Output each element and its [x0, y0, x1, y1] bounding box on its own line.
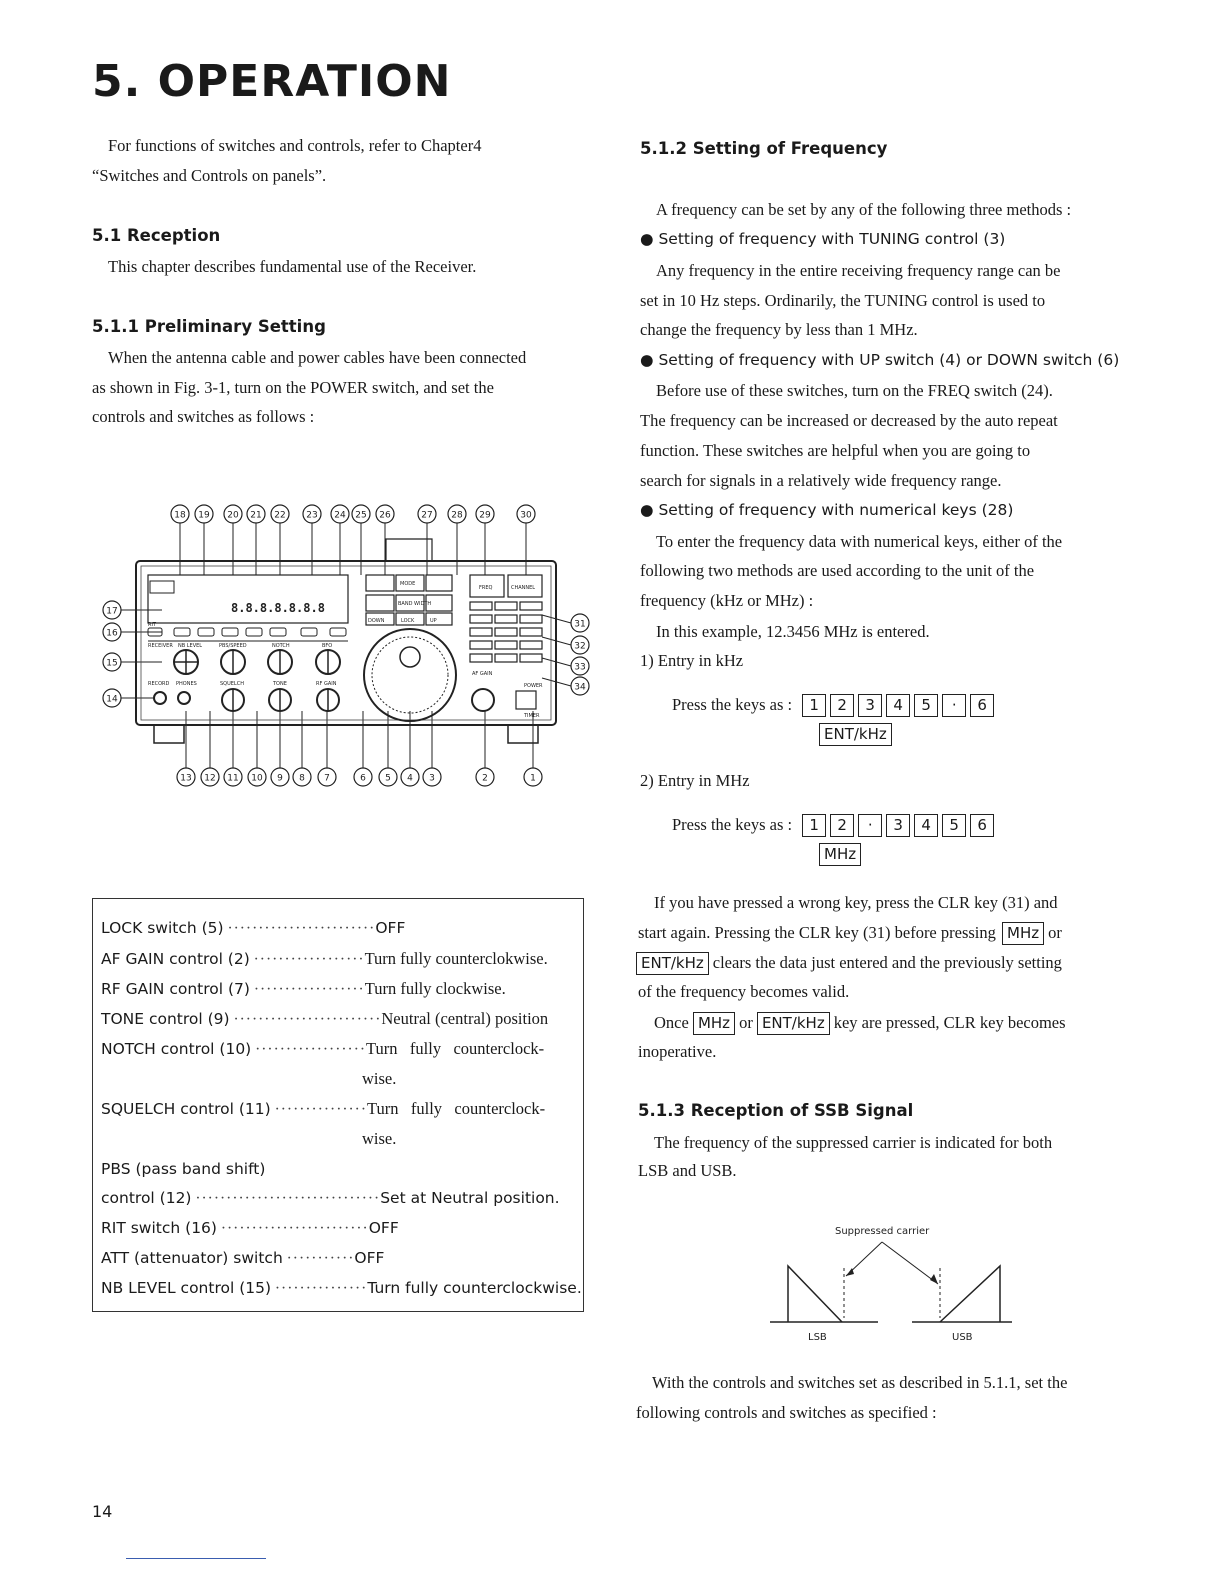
setting-leader-dots: ························ — [220, 1220, 369, 1237]
setting-value: OFF — [354, 1249, 385, 1267]
callout-number: 32 — [574, 641, 586, 652]
callout-number: 16 — [106, 628, 118, 639]
ent-khz-key-inline: ENT/kHz — [757, 1012, 830, 1035]
keypad-key: 1 — [802, 814, 826, 837]
setting-label: RF GAIN control (7) — [101, 980, 250, 998]
settings-row — [101, 919, 405, 938]
callout-number: 6 — [360, 773, 366, 784]
receiver-front-panel-figure — [96, 495, 596, 795]
method-2-title: ● Setting of frequency with UP switch (4) or DOWN switch (6) — [640, 351, 1120, 369]
setting-label: TONE control (9) — [101, 1010, 230, 1028]
label-rit: RIT — [148, 622, 157, 628]
keypad-key: 5 — [914, 694, 938, 717]
label-nb-level: NB LEVEL — [178, 643, 203, 649]
suppressed-carrier-label: Suppressed carrier — [835, 1226, 930, 1237]
keypad-key: 2 — [830, 814, 854, 837]
settings-row — [101, 949, 548, 969]
method-2-line-4: search for signals in a relatively wide frequency range. — [640, 471, 1002, 490]
setting-value: Turn fully clockwise. — [364, 979, 506, 998]
setting-leader-dots: ··············· — [274, 1280, 368, 1297]
callout-number: 22 — [274, 510, 286, 521]
intro-line-1: For functions of switches and controls, refer to Chapter4 — [108, 136, 482, 155]
setting-value: Turn fully counterclockwise. — [367, 1279, 582, 1297]
keypad-key: 3 — [886, 814, 910, 837]
label-down: DOWN — [368, 618, 385, 624]
callout-number: 7 — [324, 773, 330, 784]
callout-number: 19 — [198, 510, 210, 521]
setting-value: Neutral (central) position — [381, 1009, 549, 1028]
setting-label: LOCK switch (5) — [101, 919, 224, 937]
keypad-key: 4 — [886, 694, 910, 717]
method-1-line-3: change the frequency by less than 1 MHz. — [640, 320, 918, 339]
intro-line-2: “Switches and Controls on panels”. — [92, 166, 327, 185]
keypad-key: 1 — [802, 694, 826, 717]
label-record: RECORD — [148, 681, 170, 687]
ent-khz-key: ENT/kHz — [819, 723, 892, 746]
display-digits: 8.8.8.8.8.8.8 — [231, 601, 325, 615]
clr-line-1: If you have pressed a wrong key, press the CLR key (31) and — [654, 893, 1058, 912]
label-mode: MODE — [400, 581, 416, 587]
page-number: 14 — [92, 1502, 113, 1521]
clr-line-2: start again. Pressing the CLR key (31) before pressing MHz or — [638, 918, 1062, 947]
keypad-key: 6 — [970, 814, 994, 837]
method-2-line-3: function. These switches are helpful when you are going to — [640, 441, 1031, 460]
keypad-key: · — [942, 694, 966, 717]
entry-khz-keys — [672, 694, 998, 717]
settings-row — [101, 1099, 582, 1119]
label-lock: LOCK — [401, 618, 415, 624]
setting-label: ATT (attenuator) switch — [101, 1249, 283, 1267]
settings-row — [101, 1039, 581, 1059]
keypad-key: 3 — [858, 694, 882, 717]
once-line-2: inoperative. — [638, 1042, 717, 1061]
callout-number: 30 — [520, 510, 532, 521]
setting-label: control (12) — [101, 1189, 192, 1207]
method-1-line-1: Any frequency in the entire receiving frequency range can be — [656, 261, 1061, 280]
label-receiver: RECEIVER — [148, 643, 173, 649]
label-phones: PHONES — [176, 681, 197, 687]
mhz-key-inline: MHz — [1002, 922, 1044, 945]
setting-value: Set at Neutral position. — [380, 1189, 560, 1207]
setting-label: RIT switch (16) — [101, 1219, 217, 1237]
once-line-1: Once MHz or ENT/kHz key are pressed, CLR key becomes — [654, 1008, 1066, 1037]
setting-value: Turn fully counterclock- — [367, 1099, 546, 1118]
method-1-line-2: set in 10 Hz steps. Ordinarily, the TUNING control is used to — [640, 291, 1046, 310]
setting-label: NOTCH control (10) — [101, 1040, 252, 1058]
section-heading-frequency: 5.1.2 Setting of Frequency — [640, 139, 888, 158]
footer-rule — [126, 1558, 266, 1559]
reception-text: This chapter describes fundamental use of the Receiver. — [108, 257, 477, 276]
callout-number: 28 — [451, 510, 463, 521]
clr-line-4: of the frequency becomes valid. — [638, 982, 850, 1001]
frequency-intro: A frequency can be set by any of the following three methods : — [656, 200, 1072, 219]
callout-number: 10 — [251, 773, 263, 784]
lsb-sideband — [788, 1266, 842, 1322]
ent-khz-key-inline: ENT/kHz — [636, 952, 709, 975]
preliminary-line-2: as shown in Fig. 3-1, turn on the POWER switch, and set the — [92, 378, 494, 397]
left-switch-rows — [148, 628, 348, 641]
page-title: 5. OPERATION — [92, 56, 452, 107]
setting-leader-dots: ··············· — [274, 1101, 368, 1118]
section-heading-reception: 5.1 Reception — [92, 226, 221, 245]
display-indicator — [150, 581, 174, 593]
press-keys-label: Press the keys as : — [672, 695, 793, 714]
callout-number: 18 — [174, 510, 186, 521]
callout-number: 5 — [385, 773, 391, 784]
method-2-line-1: Before use of these switches, turn on the FREQ switch (24). — [656, 381, 1053, 400]
settings-row — [101, 1009, 548, 1029]
method-3-line-4: In this example, 12.3456 MHz is entered. — [656, 622, 930, 641]
label-rf-gain: RF GAIN — [316, 681, 337, 687]
setting-label: NB LEVEL control (15) — [101, 1279, 272, 1297]
label-up: UP — [430, 618, 437, 624]
settings-row — [101, 1249, 384, 1268]
callout-number: 1 — [530, 773, 536, 784]
setting-value: Turn fully counterclokwise. — [364, 949, 548, 968]
setting-leader-dots: ··········· — [286, 1250, 355, 1267]
tuning-dial — [364, 629, 456, 721]
settings-row — [101, 1219, 399, 1238]
label-notch: NOTCH — [272, 643, 290, 649]
setting-leader-dots: ························ — [227, 920, 376, 937]
settings-row — [101, 1159, 265, 1179]
label-channel: CHANNEL — [511, 585, 536, 591]
method-3-title: ● Setting of frequency with numerical keys (28) — [640, 501, 1014, 519]
setting-value: OFF — [368, 1219, 399, 1237]
usb-label: USB — [952, 1332, 973, 1343]
callout-number: 31 — [574, 619, 586, 630]
mhz-key: MHz — [819, 843, 861, 866]
method-3-line-2: following two methods are used according to the unit of the — [640, 561, 1035, 580]
callout-number: 12 — [204, 773, 216, 784]
label-timer: TIMER — [524, 713, 540, 719]
ssb-line-1: The frequency of the suppressed carrier is indicated for both — [654, 1133, 1053, 1152]
label-af-gain: AF GAIN — [472, 671, 493, 677]
setting-leader-dots: ·················· — [253, 951, 365, 968]
label-bfo: BFO — [322, 643, 333, 649]
method-3-line-1: To enter the frequency data with numerical keys, either of the — [656, 532, 1063, 551]
left-foot — [154, 725, 184, 743]
callout-number: 9 — [277, 773, 283, 784]
callout-number: 21 — [250, 510, 262, 521]
callout-number: 17 — [106, 606, 118, 617]
setting-label: PBS (pass band shift) — [101, 1160, 266, 1178]
label-squelch: SQUELCH — [220, 681, 244, 687]
frequency-display — [148, 575, 348, 623]
section-heading-preliminary: 5.1.1 Preliminary Setting — [92, 317, 326, 336]
label-freq: FREQ — [479, 585, 493, 591]
keypad-key: 2 — [830, 694, 854, 717]
callout-number: 29 — [479, 510, 491, 521]
settings-row — [101, 1189, 560, 1208]
label-pbs: PBS/SPEED — [219, 643, 247, 649]
callout-number: 27 — [421, 510, 433, 521]
entry-mhz-keys — [672, 814, 998, 837]
settings-table — [92, 898, 584, 1312]
mhz-key-inline: MHz — [693, 1012, 735, 1035]
callout-number: 23 — [306, 510, 318, 521]
callout-number: 13 — [180, 773, 192, 784]
callout-number: 15 — [106, 658, 118, 669]
method-2-line-2: The frequency can be increased or decreased by the auto repeat — [640, 411, 1058, 430]
method-3-line-3: frequency (kHz or MHz) : — [640, 591, 814, 610]
callout-number: 20 — [227, 510, 239, 521]
press-keys-label: Press the keys as : — [672, 815, 793, 834]
setting-leader-dots: ························ — [233, 1011, 382, 1028]
callout-number: 14 — [106, 694, 118, 705]
section-heading-ssb: 5.1.3 Reception of SSB Signal — [638, 1101, 914, 1120]
keypad-key: 4 — [914, 814, 938, 837]
lsb-label: LSB — [808, 1332, 827, 1343]
callout-number: 24 — [334, 510, 346, 521]
settings-row — [101, 979, 506, 999]
setting-leader-dots: ·················· — [255, 1041, 367, 1058]
callout-number: 8 — [299, 773, 305, 784]
setting-label: AF GAIN control (2) — [101, 950, 250, 968]
setting-value: OFF — [375, 919, 406, 937]
ssb-after-line-1: With the controls and switches set as described in 5.1.1, set the — [652, 1373, 1068, 1392]
label-power: POWER — [524, 683, 543, 689]
entry-mhz-title: 2) Entry in MHz — [640, 771, 750, 790]
setting-value-continuation: wise. — [362, 1129, 397, 1148]
keypad-key: 6 — [970, 694, 994, 717]
label-tone: TONE — [273, 681, 287, 687]
preliminary-line-1: When the antenna cable and power cables have been connected — [108, 348, 527, 367]
callout-number: 33 — [574, 662, 586, 673]
keypad-key: · — [858, 814, 882, 837]
callout-number: 3 — [429, 773, 435, 784]
ssb-after-line-2: following controls and switches as specified : — [636, 1403, 937, 1422]
setting-value-continuation: wise. — [362, 1069, 397, 1088]
entry-khz-title: 1) Entry in kHz — [640, 651, 744, 670]
clr-line-3: ENT/kHz clears the data just entered and the previously setting — [636, 948, 1062, 977]
setting-leader-dots: ······························ — [195, 1190, 381, 1207]
usb-sideband — [940, 1266, 1000, 1322]
setting-label: SQUELCH control (11) — [101, 1100, 271, 1118]
ssb-line-2: LSB and USB. — [638, 1161, 737, 1180]
callout-number: 34 — [574, 682, 586, 693]
setting-leader-dots: ·················· — [253, 981, 365, 998]
callout-number: 11 — [227, 773, 239, 784]
method-1-title: ● Setting of frequency with TUNING control (3) — [640, 230, 1006, 248]
callout-number: 26 — [379, 510, 391, 521]
setting-value: Turn fully counterclock- — [366, 1039, 545, 1058]
keypad-key: 5 — [942, 814, 966, 837]
ssb-carrier-diagram — [770, 1218, 1030, 1348]
callout-number: 2 — [482, 773, 488, 784]
callout-number: 4 — [407, 773, 413, 784]
callout-number: 25 — [355, 510, 367, 521]
preliminary-line-3: controls and switches as follows : — [92, 407, 315, 426]
label-band-width: BAND WIDTH — [398, 601, 432, 607]
settings-row — [101, 1279, 582, 1298]
